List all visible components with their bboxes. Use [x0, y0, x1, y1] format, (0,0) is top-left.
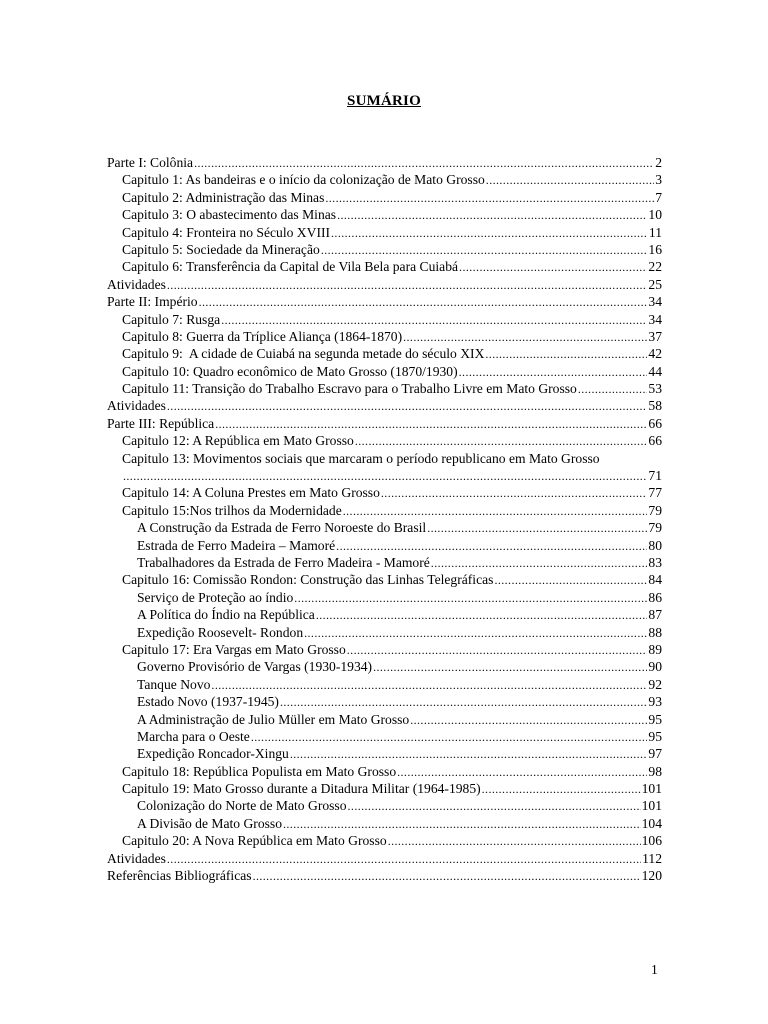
dot-leader [167, 850, 641, 868]
toc-entry-title: Tanque Novo [137, 676, 211, 692]
page-title: SUMÁRIO [347, 93, 421, 109]
dot-leader [348, 797, 641, 815]
dot-leader [485, 345, 647, 363]
toc-entry-title: A Construção da Estrada de Ferro Noroeste do Brasil [137, 520, 427, 536]
toc-entry [107, 693, 662, 710]
dot-leader [431, 554, 648, 572]
toc-entry-title: Capitulo 15:Nos trilhos da Modernidade [122, 502, 342, 518]
dot-leader [294, 589, 647, 607]
toc-entry-title: Marcha para o Oeste [137, 728, 250, 744]
dot-leader [486, 171, 654, 189]
toc-entry-title: Capitulo 12: A República em Mato Grosso [122, 433, 354, 449]
toc-entry-title: Expedição Roncador-Xingu [137, 746, 289, 762]
toc-entry [107, 658, 662, 675]
toc-entry-title: Capitulo 5: Sociedade da Mineração [122, 241, 320, 257]
toc-entry [107, 676, 662, 693]
dot-leader [331, 224, 648, 242]
toc-entry-title: Estado Novo (1937-1945) [137, 694, 279, 710]
toc-entry-page: 92 [648, 676, 662, 692]
toc-entry-title: Capitulo 11: Transição do Trabalho Escravo para o Trabalho Livre em Mato Grosso [122, 381, 577, 397]
toc-entry-title: Trabalhadores da Estrada de Ferro Madeira - Mamoré [137, 554, 430, 570]
toc-entry-page: 53 [648, 381, 662, 397]
toc-entry-page: 86 [648, 589, 662, 605]
toc-entry [107, 763, 662, 780]
toc-entry [107, 589, 662, 606]
dot-leader [494, 571, 647, 589]
toc-entry-page: 79 [648, 502, 662, 518]
toc-entry-title: Capitulo 6: Transferência da Capital de Vila Bela para Cuiabá [122, 259, 459, 275]
dot-leader [397, 763, 647, 781]
toc-entry [107, 397, 662, 414]
toc-entry [107, 519, 662, 536]
toc-entry-title: Capitulo 1: As bandeiras e o início da colonização de Mato Grosso [122, 172, 485, 188]
dot-leader [459, 363, 648, 381]
dot-leader [290, 745, 648, 763]
dot-leader [459, 258, 647, 276]
toc-entry-page: 95 [648, 711, 662, 727]
toc-entry-page: 97 [648, 746, 662, 762]
toc-entry-page: 112 [642, 850, 662, 866]
toc-entry-page: 34 [648, 294, 662, 310]
toc-entry-title: Capitulo 16: Comissão Rondon: Construção das Linhas Telegráficas [122, 572, 494, 588]
toc-entry-page: 90 [648, 659, 662, 675]
toc-entry-page: 84 [648, 572, 662, 588]
toc-entry [107, 258, 662, 275]
toc-entry-page: 22 [648, 259, 662, 275]
page-number: 1 [651, 962, 658, 977]
toc-entry-page: 83 [648, 554, 662, 570]
dot-leader [410, 711, 647, 729]
toc-entry-page: 42 [648, 346, 662, 362]
toc-entry-title: Colonização do Norte de Mato Grosso [137, 798, 347, 814]
toc-entry [107, 484, 662, 501]
dot-leader [482, 780, 641, 798]
toc-entry-page: 87 [648, 607, 662, 623]
toc-entry-page: 11 [648, 224, 662, 240]
toc-entry [107, 745, 662, 762]
toc-entry-page: 120 [641, 868, 662, 884]
dot-leader [283, 815, 641, 833]
dot-leader [388, 832, 641, 850]
toc-entry-title: Capitulo 13: Movimentos sociais que marcaram o período republicano em Mato Grosso [122, 450, 600, 466]
dot-leader [221, 311, 647, 329]
dot-leader [194, 154, 654, 172]
toc-entry-title: Atividades [107, 850, 166, 866]
dot-leader [427, 519, 647, 537]
toc-entry-title: Capitulo 14: A Coluna Prestes em Mato Grosso [122, 485, 380, 501]
toc-entry-title: Estrada de Ferro Madeira – Mamoré [137, 537, 336, 553]
toc-entry-page: 79 [648, 520, 662, 536]
toc-entry-page: 37 [648, 328, 662, 344]
toc-entry [107, 206, 662, 223]
toc-entry-title: Capitulo 18: República Populista em Mato Grosso [122, 763, 397, 779]
toc-entry-title: Capitulo 2: Administração das Minas [122, 189, 325, 205]
toc-entry-title: A Administração de Julio Müller em Mato Grosso [137, 711, 410, 727]
dot-leader [337, 206, 647, 224]
dot-leader [251, 728, 648, 746]
dot-leader [253, 867, 641, 885]
toc-entry-title: Parte I: Colônia [107, 155, 194, 170]
toc-entry-page: 7 [655, 189, 662, 205]
toc-entry [107, 624, 662, 641]
dot-leader [167, 276, 648, 294]
toc-entry-page: 80 [648, 537, 662, 553]
toc-entry [107, 450, 662, 467]
dot-leader [280, 693, 647, 711]
toc-entry-title: Capitulo 3: O abastecimento das Minas [122, 207, 337, 223]
toc-entry-title: Capitulo 19: Mato Grosso durante a Ditadura Militar (1964-1985) [122, 781, 481, 797]
dot-leader [373, 658, 647, 676]
toc-entry-title: A Divisão de Mato Grosso [137, 815, 282, 831]
toc-entry-title: Capitulo 17: Era Vargas em Mato Grosso [122, 641, 346, 657]
toc-entry-page: 16 [648, 241, 662, 257]
toc-entry [107, 171, 662, 188]
toc-entry-page: 101 [641, 798, 662, 814]
toc-entry [107, 363, 662, 380]
toc-entry-title: Capitulo 9: A cidade de Cuiabá na segunda metade do século XIX [122, 346, 485, 362]
toc-entry-page: 58 [648, 398, 662, 414]
toc-entry-page: 66 [648, 433, 662, 449]
toc-entry [107, 554, 662, 571]
toc-entry-title: Referências Bibliográficas [107, 868, 252, 884]
toc-entry-title: Governo Provisório de Vargas (1930-1934) [137, 659, 373, 675]
toc-entry-page: 10 [648, 207, 662, 223]
dot-leader [347, 641, 648, 659]
toc-entry-page: 44 [648, 363, 662, 379]
toc-entry-title: A Política do Índio na República [137, 607, 315, 623]
dot-leader [343, 502, 648, 520]
toc-entry [107, 311, 662, 328]
dot-leader [355, 432, 648, 450]
dot-leader [211, 676, 647, 694]
toc-entry-title: Parte III: República [107, 415, 215, 431]
toc-entry [107, 797, 662, 814]
toc-entry [107, 432, 662, 449]
dot-leader [325, 189, 654, 207]
dot-leader [123, 467, 647, 485]
toc-entry [107, 345, 662, 362]
toc-entry [107, 415, 662, 432]
toc-entry [107, 711, 662, 728]
toc-entry [107, 780, 662, 797]
toc-entry [107, 276, 662, 293]
dot-leader [403, 328, 647, 346]
toc-entry [107, 502, 662, 519]
toc-entry-page: 93 [648, 694, 662, 710]
toc-entry-page: 2 [655, 155, 662, 170]
toc-entry [107, 537, 662, 554]
toc-entry [107, 641, 662, 658]
dot-leader [321, 241, 648, 259]
toc-entry-title: Atividades [107, 398, 166, 414]
toc-entry-page: 34 [648, 311, 662, 327]
dot-leader [199, 293, 648, 311]
toc-entry [107, 380, 662, 397]
dot-leader [167, 397, 648, 415]
toc-entry [107, 293, 662, 310]
toc-entry-title: Atividades [107, 276, 166, 292]
toc-entry [107, 328, 662, 345]
toc-entry-page: 106 [641, 833, 662, 849]
toc-entry [107, 606, 662, 623]
dot-leader [215, 415, 647, 433]
toc-entry [107, 728, 662, 745]
toc-entry [107, 154, 662, 171]
toc-entry-title: Capitulo 4: Fronteira no Século XVIII [122, 224, 331, 240]
toc-entry-title: Capitulo 7: Rusga [122, 311, 221, 327]
toc-entry-title: Capitulo 20: A Nova República em Mato Grosso [122, 833, 387, 849]
toc-entry-page: 3 [655, 172, 662, 188]
dot-leader [304, 624, 647, 642]
toc-entry-title: Capitulo 8: Guerra da Tríplice Aliança (1864-1870) [122, 328, 403, 344]
toc-entry-page: 98 [648, 763, 662, 779]
toc-entry [107, 815, 662, 832]
toc-entry-page: 77 [648, 485, 662, 501]
toc-entry [107, 850, 662, 867]
toc-entry [107, 467, 662, 484]
toc-entry [107, 241, 662, 258]
toc-entry [107, 867, 662, 884]
toc-entry-title: Capitulo 10: Quadro econômico de Mato Grosso (1870/1930) [122, 363, 458, 379]
toc-entry-page: 25 [648, 276, 662, 292]
toc-entry [107, 224, 662, 241]
toc-entry-page: 88 [648, 624, 662, 640]
toc-entry-title: Serviço de Proteção ao índio [137, 589, 294, 605]
toc-entry-page: 101 [641, 781, 662, 797]
toc-entry [107, 832, 662, 849]
toc-entry-page: 71 [648, 468, 662, 484]
toc-entry-page: 66 [648, 415, 662, 431]
toc-entry [107, 189, 662, 206]
dot-leader [578, 380, 648, 398]
toc-entry-page: 104 [641, 815, 662, 831]
toc-entry [107, 571, 662, 588]
table-of-contents [107, 154, 662, 884]
dot-leader [381, 484, 648, 502]
toc-entry-title: Expedição Roosevelt- Rondon [137, 624, 304, 640]
toc-entry-title: Parte II: Império [107, 294, 198, 310]
dot-leader [316, 606, 648, 624]
toc-entry-page: 89 [648, 641, 662, 657]
dot-leader [336, 537, 647, 555]
toc-entry-page: 95 [648, 728, 662, 744]
